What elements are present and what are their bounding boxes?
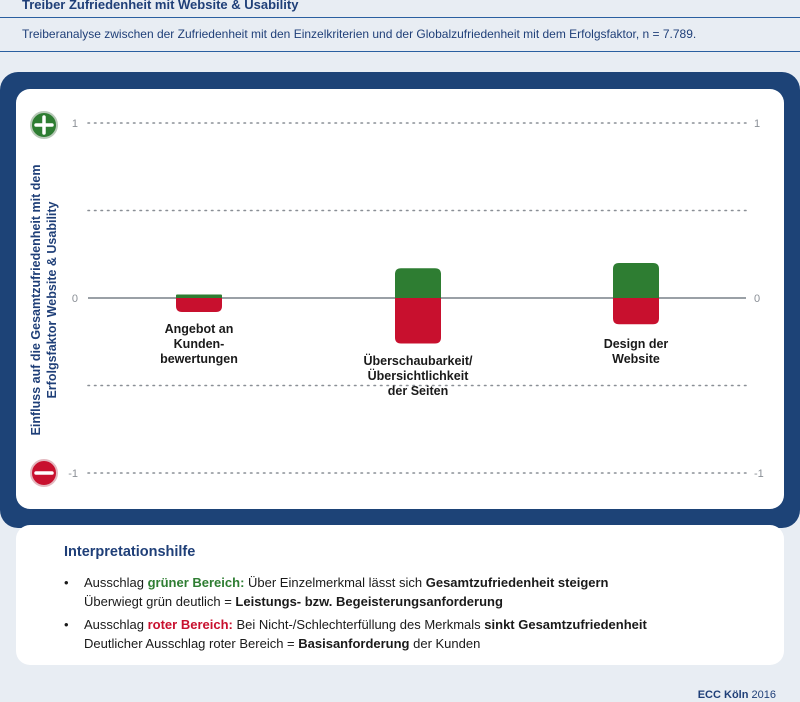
footer-org: ECC Köln	[697, 689, 749, 701]
bar-red-1	[395, 298, 441, 344]
item-green-bold: Gesamtzufriedenheit steigern	[425, 575, 609, 590]
item-green-highlight: grüner Bereich:	[147, 575, 245, 590]
bar-green-1	[395, 268, 441, 298]
item-red-line2-pre: Deutlicher Ausschlag roter Bereich =	[84, 636, 299, 651]
bar-red-2	[613, 298, 659, 324]
y-tick-label-left: -1	[68, 468, 78, 480]
footer-credit	[698, 689, 776, 701]
footer-year: 2016	[751, 689, 776, 701]
bullet: •	[64, 617, 69, 632]
category-label-design: Design der Website	[603, 337, 669, 366]
interpretation-title: Interpretationshilfe	[64, 544, 196, 560]
y-tick-label-right: 0	[754, 293, 761, 305]
page-title: Treiber Zufriedenheit mit Website & Usability	[22, 0, 299, 12]
item-red-line1	[84, 616, 647, 634]
y-tick-label-left: 0	[71, 293, 78, 305]
page-subtitle: Treiberanalyse zwischen der Zufriedenheit mit den Einzelkriterien und der Globalzufriedenheit mit dem Erfolgsfaktor, n = 7.789.	[22, 27, 697, 41]
item-green-pre: Ausschlag	[84, 575, 148, 590]
item-red-line2-bold: Basisanforderung	[298, 636, 410, 651]
item-red-mid: Bei Nicht-/Schlechterfüllung des Merkmals	[232, 617, 485, 632]
item-green-line2-bold: Leistungs- bzw. Begeisterungsanforderung	[235, 594, 503, 609]
item-green-line2-pre: Überwiegt grün deutlich =	[84, 594, 236, 609]
bar-green-0	[176, 295, 222, 299]
y-tick-label-right: 1	[754, 118, 761, 130]
item-green-mid: Über Einzelmerkmal lässt sich	[244, 575, 426, 590]
category-label-angebot: Angebot an Kunden- bewertungen	[160, 322, 238, 366]
item-red-line2	[84, 635, 480, 653]
item-green-line2	[84, 593, 503, 611]
bullet: •	[64, 575, 69, 590]
item-red-pre: Ausschlag	[84, 617, 148, 632]
y-tick-label-right: -1	[754, 468, 764, 480]
item-red-highlight: roter Bereich:	[147, 617, 233, 632]
y-axis-label: Einfluss auf die Gesamtzufriedenheit mit dem Erfolgsfaktor Website & Usability	[29, 164, 59, 436]
plus-icon	[31, 112, 57, 138]
minus-icon	[31, 460, 57, 486]
bar-green-2	[613, 263, 659, 298]
item-red-line2-post: der Kunden	[409, 636, 481, 651]
item-red-bold: sinkt Gesamtzufriedenheit	[484, 617, 647, 632]
item-green-line1	[84, 574, 609, 592]
y-tick-label-left: 1	[71, 118, 78, 130]
bar-red-0	[176, 298, 222, 312]
category-label-uebersichtlichkeit: Überschaubarkeit/ Übersichtlichkeit der Seiten	[363, 354, 473, 398]
